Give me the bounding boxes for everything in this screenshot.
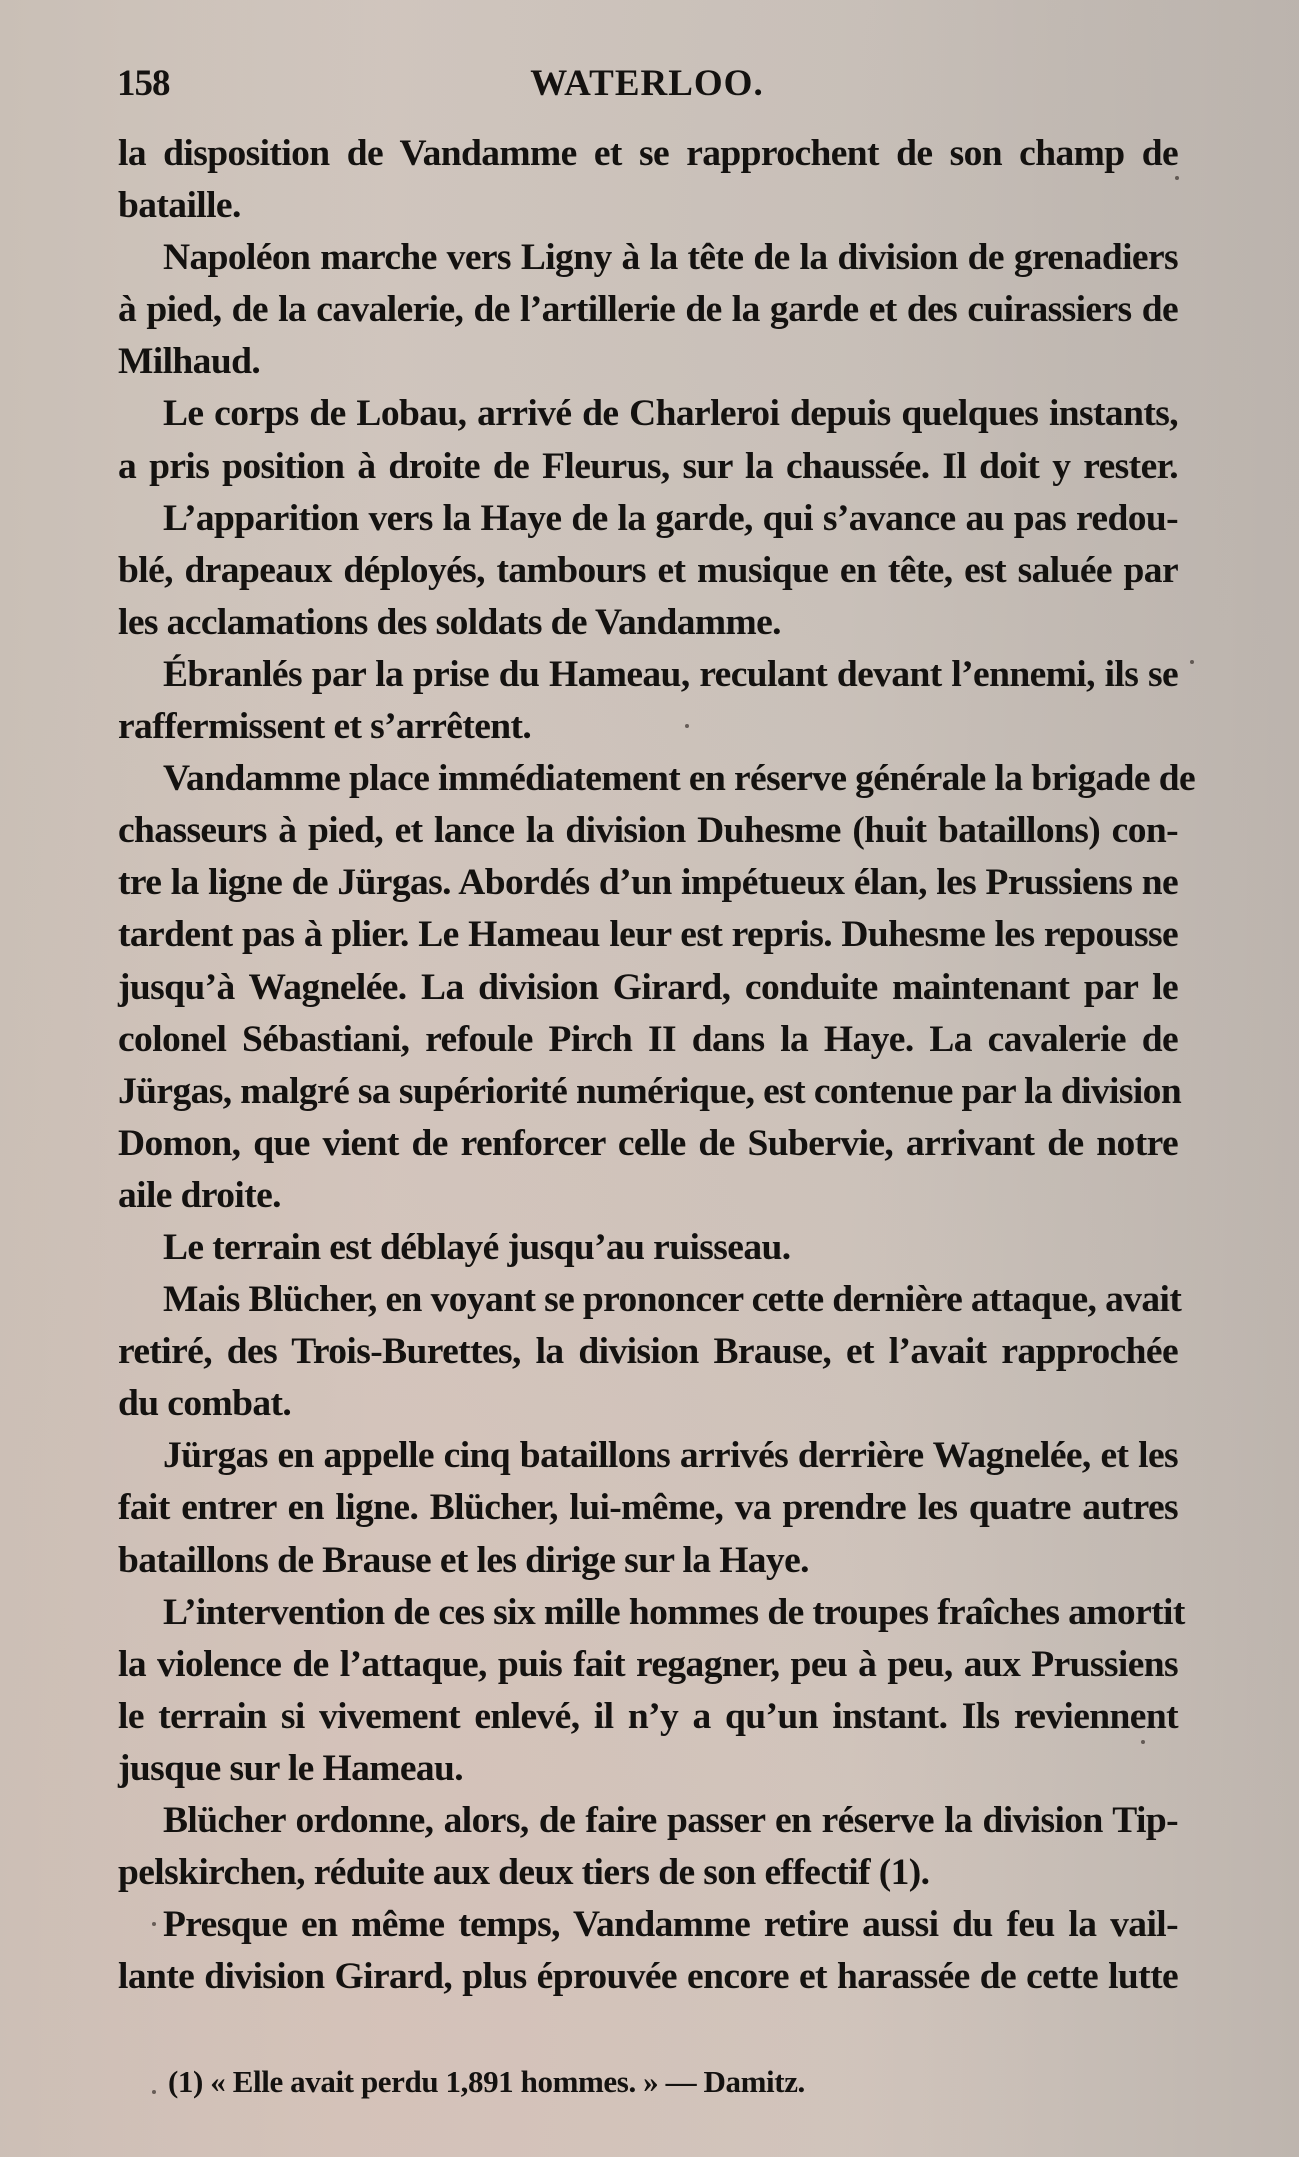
page-number: 158 [117, 63, 170, 104]
text-line: Blücher ordonne, alors, de faire passer en réserve la division Tip- [163, 1800, 1178, 1841]
text-line: Le corps de Lobau, arrivé de Charleroi depuis quelques instants, [163, 393, 1178, 435]
footnote: (1) « Elle avait perdu 1,891 hommes. » — Damitz. [168, 2064, 805, 2099]
text-line: tre la ligne de Jürgas. Abordés d’un impétueux élan, les Prussiens ne [118, 862, 1178, 904]
text-line: jusqu’à Wagnelée. La division Girard, conduite maintenant par le [118, 966, 1178, 1008]
text-line: Ébranlés par la prise du Hameau, reculant devant l’ennemi, ils se [163, 653, 1178, 695]
text-line: Domon, que vient de renforcer celle de Subervie, arrivant de notre [118, 1122, 1178, 1164]
paper-speck [1190, 660, 1194, 664]
text-line: L’apparition vers la Haye de la garde, qui s’avance au pas redou- [163, 497, 1178, 539]
text-line: Jürgas, malgré sa supériorité numérique, est contenue par la division [118, 1070, 1182, 1112]
text-line: raffermissent et s’arrêtent. [118, 706, 532, 748]
text-line: L’intervention de ces six mille hommes de troupes fraîches amortit [163, 1591, 1185, 1633]
running-title: WATERLOO. [530, 63, 764, 104]
text-line: le terrain si vivement enlevé, il n’y a qu’un instant. Ils reviennent [118, 1695, 1178, 1737]
text-line: Le terrain est déblayé jusqu’au ruisseau. [163, 1226, 791, 1268]
text-line: Vandamme place immédiatement en réserve générale la brigade de [163, 758, 1196, 800]
running-head [117, 62, 1177, 106]
paper-speck [152, 1922, 156, 1926]
text-line: fait entrer en ligne. Blücher, lui-même, va prendre les quatre autres [118, 1487, 1178, 1529]
text-line: la disposition de Vandamme et se rapprochent de son champ de [118, 133, 1178, 174]
text-line: Presque en même temps, Vandamme retire aussi du feu la vail- [163, 1904, 1178, 1946]
text-line: Milhaud. [118, 341, 261, 383]
text-line: du combat. [118, 1383, 292, 1425]
text-line: bataillons de Brause et les dirige sur la Haye. [118, 1539, 809, 1581]
text-line: blé, drapeaux déployés, tambours et musique en tête, est saluée par [118, 549, 1178, 591]
text-line: colonel Sébastiani, refoule Pirch II dans la Haye. La cavalerie de [118, 1018, 1178, 1060]
text-line: les acclamations des soldats de Vandamme. [118, 601, 781, 643]
text-line: la violence de l’attaque, puis fait regagner, peu à peu, aux Prussiens [118, 1643, 1178, 1685]
text-line: jusque sur le Hameau. [118, 1747, 464, 1789]
body-text [118, 128, 1196, 2003]
text-line: Mais Blücher, en voyant se prononcer cette dernière attaque, avait [163, 1279, 1182, 1321]
text-line: Jürgas en appelle cinq bataillons arrivés derrière Wagnelée, et les [163, 1435, 1178, 1477]
paper-speck [685, 724, 689, 728]
text-line: retiré, des Trois-Burettes, la division Brause, et l’avait rapprochée [118, 1331, 1178, 1373]
text-line: chasseurs à pied, et lance la division Duhesme (huit bataillons) con- [118, 810, 1178, 852]
paper-speck [152, 2090, 156, 2094]
text-line: Napoléon marche vers Ligny à la tête de la division de grenadiers [163, 237, 1178, 279]
paper-speck [1141, 1740, 1145, 1744]
text-line: aile droite. [118, 1174, 281, 1216]
text-line: lante division Girard, plus éprouvée encore et harassée de cette lutte [118, 1956, 1178, 1998]
text-line: à pied, de la cavalerie, de l’artillerie de la garde et des cuirassiers de [118, 289, 1178, 331]
text-line: tardent pas à plier. Le Hameau leur est repris. Duhesme les repousse [118, 914, 1178, 956]
text-line: pelskirchen, réduite aux deux tiers de son effectif (1). [118, 1852, 930, 1894]
text-line: bataille. [118, 185, 241, 227]
text-line: a pris position à droite de Fleurus, sur la chaussée. Il doit y rester. [118, 445, 1178, 487]
paper-speck [1175, 176, 1179, 180]
